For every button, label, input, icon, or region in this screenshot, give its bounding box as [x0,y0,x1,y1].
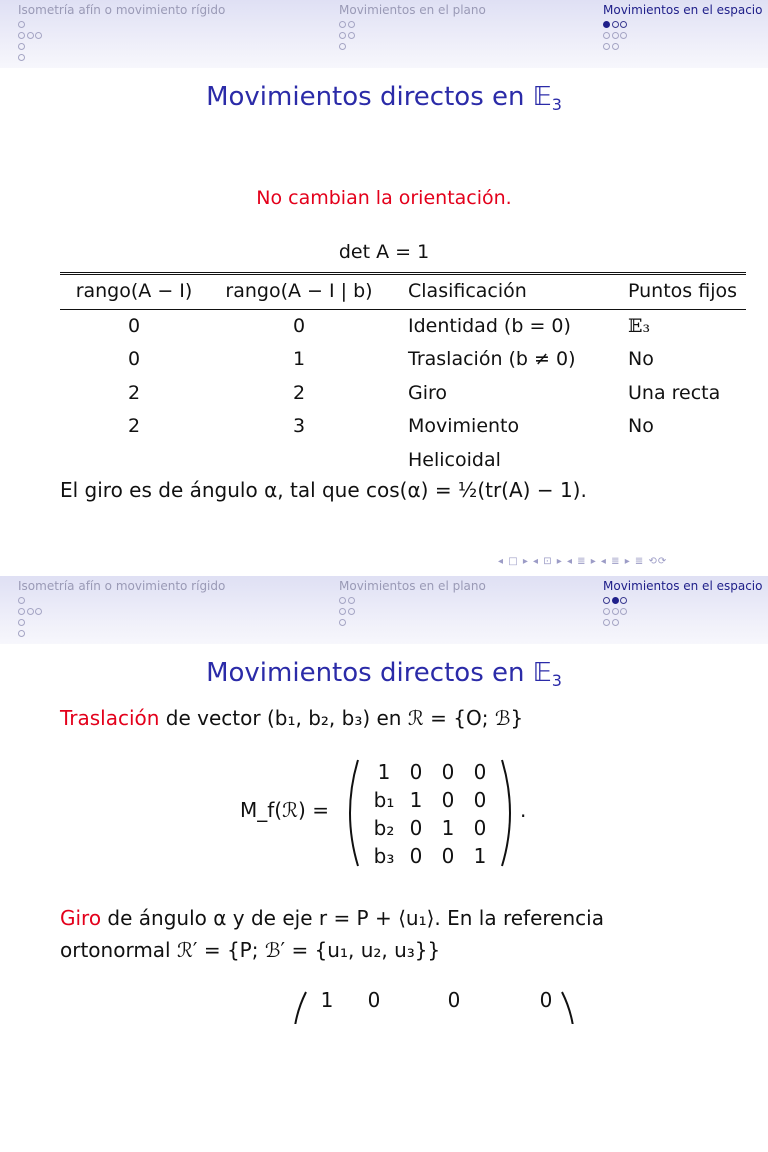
slide-title [0,82,768,112]
right-parenthesis [498,758,520,868]
rotation-statement [60,906,604,930]
matrix-cell: 1 [320,988,334,1012]
header-rank-augmented: rango(A − I | b) [225,280,373,302]
header-fixed-points: Puntos fijos [628,280,737,302]
matrix-cell: 0 [441,788,455,812]
cell-rank2: 2 [292,381,306,404]
nav-section-isometria[interactable]: Isometría afín o movimiento rígido [18,579,226,593]
matrix-cell: 0 [367,988,381,1012]
rotation-matrix-partial [290,986,590,1024]
nav-section-isometria[interactable]: Isometría afín o movimiento rígido [18,3,226,17]
table-row [60,410,746,471]
matrix-cell: 0 [473,816,487,840]
matrix-cell: 1 [473,844,487,868]
nav-dots-isometria[interactable] [18,595,44,639]
matrix-row [368,814,496,842]
nav-dots-espacio[interactable] [603,595,629,628]
left-parenthesis [290,990,310,1024]
header-classification: Clasificación [408,280,527,302]
translation-text: de vector (b₁, b₂, b₃) en ℛ = {O; ℬ} [159,706,524,730]
matrix-cell: b₂ [373,816,395,840]
header-rank-a-minus-i: rango(A − I) [75,280,193,302]
cell-fixed-points: No [628,348,654,370]
rotation-keyword: Giro [60,906,102,930]
matrix-grid [368,758,496,870]
matrix-cell: 0 [441,844,455,868]
matrix-row [368,786,496,814]
beamer-navigation-controls[interactable]: ◂ □ ▸ ◂ ⊡ ▸ ◂ ≣ ▸ ◂ ≣ ▸ ≣ ⟲⟳ [498,556,668,567]
cell-fixed-points: Una recta [628,381,721,404]
translation-keyword: Traslación [60,706,160,730]
cell-rank1: 0 [127,314,141,337]
cell-rank1: 2 [127,381,141,404]
cell-rank2: 1 [292,348,306,370]
classification-table [60,272,746,471]
matrix-cell: 0 [441,760,455,784]
nav-dots-espacio[interactable] [603,19,629,52]
slide-title-main: Movimientos directos en 𝔼 [206,82,552,112]
matrix-cell: 0 [409,816,423,840]
matrix-cell: 1 [377,760,391,784]
rotation-text: de ángulo α y de eje r = P + ⟨u₁⟩. En la referencia [101,906,604,930]
table-header-row [60,275,746,309]
nav-dots-plano[interactable] [339,19,356,52]
section-navigation [0,0,768,68]
cell-classification: Giro [408,381,448,404]
table-row [60,310,746,344]
matrix-cell: 0 [409,844,423,868]
matrix-cell: 0 [473,760,487,784]
slide-title-subscript: 3 [551,95,562,114]
table-row [60,377,746,411]
matrix-cell: 1 [441,816,455,840]
slide-title-subscript: 3 [551,671,562,690]
nav-section-plano[interactable]: Movimientos en el plano [339,579,486,593]
rotation-angle-note: El giro es de ángulo α, tal que cos(α) = ½(tr(A) − 1). [60,478,587,502]
cell-fixed-points: 𝔼₃ [628,314,651,337]
determinant-statement: det A = 1 [338,241,430,263]
nav-section-espacio[interactable]: Movimientos en el espacio [603,579,763,593]
matrix-cell: 0 [539,988,553,1012]
rotation-frame-statement: ortonormal ℛ′ = {P; ℬ′ = {u₁, u₂, u₃}} [60,938,441,962]
nav-section-plano[interactable]: Movimientos en el plano [339,3,486,17]
cell-rank1: 0 [127,348,141,370]
cell-rank1: 2 [127,415,141,437]
cell-classification: Identidad (b = 0) [408,314,571,337]
left-parenthesis [340,758,362,868]
slide-title [0,658,768,688]
nav-dots-plano[interactable] [339,595,356,628]
cell-fixed-points: No [628,415,654,437]
slide-title-main: Movimientos directos en 𝔼 [206,658,552,688]
matrix-period: . [520,798,527,822]
section-navigation [0,576,768,644]
matrix-row [368,758,496,786]
cell-rank2: 3 [292,415,306,437]
matrix-label: M_f(ℛ) = [240,798,329,822]
right-parenthesis [558,990,578,1024]
nav-dots-isometria[interactable] [18,19,44,63]
matrix-cell: 1 [409,788,423,812]
matrix-cell: 0 [473,788,487,812]
translation-statement [60,706,523,730]
cell-classification: Movimiento Helicoidal [408,415,520,471]
matrix-row [368,842,496,870]
matrix-cell: b₃ [373,844,395,868]
matrix-cell: 0 [447,988,461,1012]
matrix-cell: b₁ [373,788,395,812]
cell-classification: Traslación (b ≠ 0) [408,348,576,370]
matrix-cell: 0 [409,760,423,784]
table-row [60,343,746,377]
subtitle-orientation: No cambian la orientación. [256,187,512,209]
cell-rank2: 0 [292,314,306,337]
nav-section-espacio[interactable]: Movimientos en el espacio [603,3,763,17]
matrix-row [310,988,588,1012]
